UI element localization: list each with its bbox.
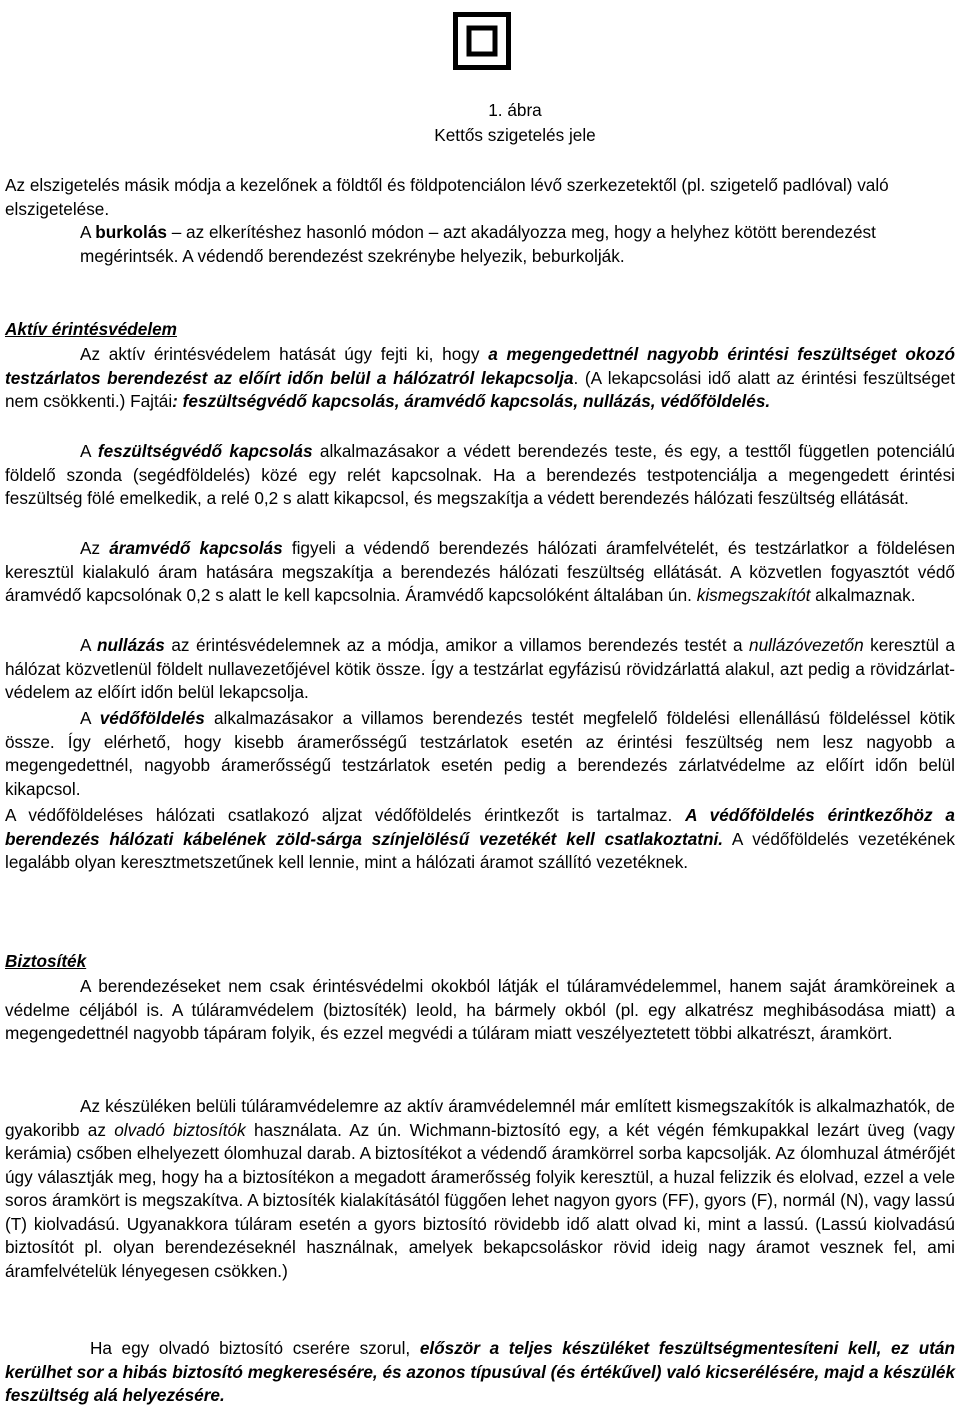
text: A [80,708,100,728]
text: – az elkerítéshez hasonló módon – azt akadályozza meg, hogy a helyhez kötött berendezést megérintsék. A védendő berendezést szekrénybe helyezik, beburkolják. [80,222,876,266]
emphasis-fuse-replacement: először a teljes készüléket feszültségmentesíteni kell, ez után kerülhet sor a hibás biztosító megkeresésére, és azonos típusúval (és értékűvel) való kicserélésére, majd a készülék feszültség alá helyezésére. [5,1338,955,1405]
figure-number: 1. ábra [488,100,542,120]
text: figyeli a védendő berendezés hálózati áramfelvételét, és testzárlatkor a földelésen keresztül kialakuló áram hatására megszakítja a berendezés hálózati feszültség ellátását. A közvetlen fogyasztót védő áramvédő kapcsolónak 0,2 s alatt le kell kapcsolnia. Áramvédő kapcsolóként általában ún. [5,538,956,605]
term-neutral-conductor: nullázóvezetőn [749,635,864,655]
fuse-paragraph-2 [5,1095,955,1283]
text: Az készüléken belüli túláramvédelemre az aktív áramvédelemnél már említett kismegszakítók is alkalmazhatók, de gyakoribb az [5,1096,955,1140]
text: A [80,635,98,655]
protective-earthing-paragraph [5,707,955,801]
term-neutralization: nullázás [97,635,165,655]
text: az érintésvédelemnek az a módja, amikor a villamos berendezés testét a [164,635,750,655]
term-fuses: olvadó biztosítók [114,1119,246,1140]
text: . (A lekapcsolási idő alatt az érintési feszültséget nem csökkenti.) Fajtái [5,367,955,411]
active-intro-paragraph [5,343,955,414]
voltage-protection-paragraph [5,440,955,511]
intro-paragraph-1: Az elszigetelés másik módja a kezelőnek a földtől és földpotenciálon lévő szerkezetektől (pl. szigetelő padlóval) való elszigetelése. [5,175,889,219]
text: Ha egy olvadó biztosító cserére szorul, [90,1338,420,1358]
figure-caption: Kettős szigetelés jele [434,125,596,145]
fuse-paragraph-1: A berendezéseket nem csak érintésvédelmi okokból látják el túláramvédelemmel, hanem saját áramköreinek a védelme céljából is. A túláramvédelem (biztosíték) leold, ha bármely okból (pl. egy alkatrész meghibásodása miatt) a megengedettnél nagyobb tápáram folyik, és ezzel megvédi a túláram miatt veszélyeztetett többi alkatrészt, áramkört. [5,976,955,1043]
intro-paragraph-2 [5,221,960,268]
term-protective-earthing: védőföldelés [99,708,205,728]
current-protection-paragraph [5,537,955,608]
text: Az aktív érintésvédelem hatását úgy fejti ki, hogy [80,344,489,364]
term-voltage-protection: feszültségvédő kapcsolás [97,441,313,461]
neutralization-paragraph [5,634,955,705]
section-heading-active-protection: Aktív érintésvédelem [5,319,177,339]
fuse-paragraph-3 [5,1337,955,1408]
text: A védőföldeléses hálózati csatlakozó aljzat védőföldelés érintkezőt is tartalmaz. [5,805,686,825]
text: A [80,222,96,242]
double-insulation-icon [453,12,511,70]
emphasis-types: : feszültségvédő kapcsolás, áramvédő kapcsolás, nullázás, védőföldelés. [172,391,771,411]
term-burkolas: burkolás [95,222,167,242]
text: alkalmazásakor a villamos berendezés testét megfelelő földelési ellenállású földeléssel kötik össze. Így elérhető, hogy kisebb áramerősségű testzárlatok esetén az érintési feszültség nem lesz nagyobb a megengedettnél, nagyobb áramerősségű testzárlatok esetén pedig a berendezés zárlatvédelme az előírt időn belül kikapcsol. [5,708,956,799]
section-heading-fuse: Biztosíték [5,951,87,971]
term-current-protection: áramvédő kapcsolás [109,538,283,558]
socket-paragraph [5,804,955,875]
text: Az [80,538,110,558]
emphasis-definition: a megengedettnél nagyobb érintési feszültséget okozó testzárlatos berendezést az előírt időn belül a hálózatról lekapcsolja [5,344,956,388]
text: keresztül a hálózat közvetlenül földelt nullavezetőjével kötik össze. Így a testzárlat egyfázisú rövidzárlattá alakul, azt pedig a rövidzárlat-védelem az előírt időn belül lekapcsolja. [5,635,955,702]
emphasis-green-yellow-wire: A védőföldelés érintkezőhöz a berendezés hálózati kábelének zöld-sárga színjelölésű vezetékét kell csatlakoztatni. [5,805,955,849]
text: alkalmaznak. [810,585,916,605]
term-circuit-breaker: kismegszakítót [696,585,811,605]
text: A védőföldelés vezetékének legalább olyan keresztmetszetűnek kell lennie, mint a hálózati áramot szállító vezetéknek. [5,828,955,872]
text: alkalmazásakor a védett berendezés teste, és egy, a testtől független potenciálú földelő szonda (segédföldelés) közé egy relét kapcsolnak. Ha a berendezés testpotenciálja a megengedett érintési feszültség fölé emelkedik, a relé 0,2 s alatt kikapcsol, és megszakítja a védett berendezés hálózati feszültség ellátását. [5,441,955,508]
text: használata. Az ún. Wichmann-biztosító egy, a két végén fémkupakkal lezárt üveg (vagy kerámia) csőben elhelyezett ólomhuzal darab. A biztosítékot a védendő áramkörrel sorba kapcsolják. Az ólomhuzal átmérőjét úgy választják meg, hogy ha a biztosítékon a megadott áramerősség folyik keresztül, a huzal felizzik és elolvad, ezzel a vele soros áramkört is megszakítva. A biztosíték kialakításától függően lehet nagyon gyors (FF), gyors (F), normál (N), vagy lassú (T) kiolvadású. Ugyanakkora túláram esetén a gyors biztosító rövidebb idő alatt olvad ki, mint a lassú. (Lassú kiolvadású biztosítót pl. olyan berendezéseknél használnak, amelyek bekapcsoláskor rövid ideig nagy áramot vesznek fel, ami áramfelvételük lényegesen csökken.) [5,1119,955,1281]
text: A [80,441,98,461]
